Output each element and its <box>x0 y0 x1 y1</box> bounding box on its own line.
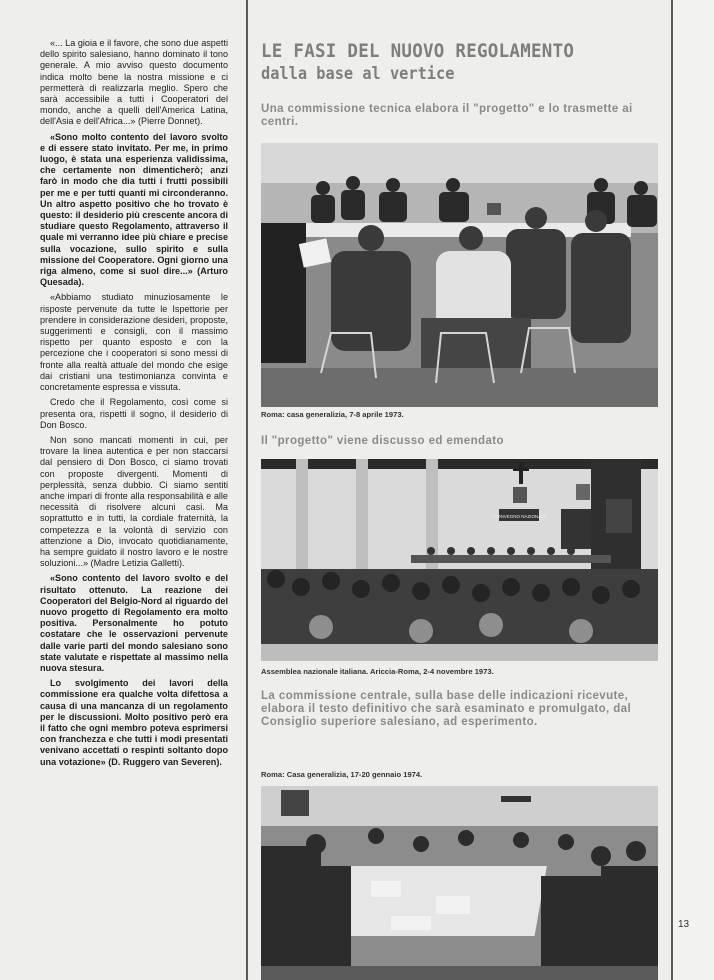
photo-commission-meeting <box>261 143 658 407</box>
testimonial-paragraph: «... La gioia e il favore, che sono due aspetti dello spirito salesiano, hanno dominato il tono generale. A mio avviso questo documento indica molto bene la nostra missione e ci permetterà di realizzarla meglio. Spero che sarà accessibile a tutti i Cooperatori del mondo, anche a quelli dell'America Latina, dell'Asia e dell'Africa...» (Pierre Donnet). <box>40 38 228 127</box>
testimonials-column <box>40 38 228 772</box>
section3-caption: Roma: Casa generalizia, 17-20 gennaio 1974. <box>261 770 423 779</box>
section1-heading: Una commissione tecnica elabora il "progetto" e lo trasmette ai centri. <box>261 103 633 128</box>
testimonial-paragraph: «Abbiamo studiato minuziosamente le risposte pervenute da tutte le Ispettorie per prendere in considerazione desideri, proposte, suggerimenti e consigli, con il massimo rispetto per quanto esposto e con la percezione che i cooperatori si sono messi di fronte alla realtà attuale del mondo che esige dai cristiani una testimonianza convinta e concretamente espressa e vissuta. <box>40 292 228 393</box>
photo-national-assembly <box>261 459 658 661</box>
assembly-banner-text: I CONVEGNO NAZIONALE <box>491 514 547 519</box>
photo-central-commission <box>261 786 658 980</box>
section1-caption: Roma: casa generalizia, 7-8 aprile 1973. <box>261 410 404 419</box>
testimonial-paragraph: Lo svolgimento dei lavori della commissione era qualche volta difettosa a causa di una mancanza di un regolamento per le discussioni. Molto positivo però era il fatto che ogni membro poteva esprimersi con franchezza e che tutti i modi presentati venivano accettati o respinti soltanto dopo una votazione» (D. Ruggero van Severen). <box>40 678 228 767</box>
page-number: 13 <box>678 919 690 930</box>
page-edge <box>672 0 714 980</box>
testimonial-paragraph: Non sono mancati momenti in cui, per trovare la linea autentica e per non staccarsi dal pensiero di Don Bosco, ci siamo trovati con proposte divergenti. Momenti di perplessità, senza dubbio. Ci siamo sentiti anche impari di fronte alla responsabilità e alle necessità di risolvere alcuni casi. Ma soprattutto e in tutti, la cordiale fraternità, la competezza e la volontà di servizio con attenzione a Dio, invocato quotidianamente, ha sempre guidato il nostro lavoro e le nostre soluzioni...» (Madre Letizia Galletti). <box>40 434 228 569</box>
section3-heading: La commissione centrale, sulla base delle indicazioni ricevute, elabora il testo definitivo che sarà esaminato e promulgato, dal Consiglio superiore salesiano, ad esperimento. <box>261 690 632 728</box>
testimonial-paragraph: «Sono contento del lavoro svolto e del risultato ottenuto. La reazione dei Cooperatori del Belgio-Nord al riguardo del nuovo progetto di Regolamento era molto positiva. Personalmente ho potuto costatare che le osservazioni pervenute dalle varie parti del mondo salesiano sono state valutate e rispettate al massimo nella nuova stesura. <box>40 573 228 673</box>
column-divider-right <box>671 0 673 980</box>
page-title: LE FASI DEL NUOVO REGOLAMENTO <box>261 40 575 62</box>
page-subtitle: dalla base al vertice <box>261 64 455 84</box>
section2-heading: Il "progetto" viene discusso ed emendato <box>261 435 504 447</box>
column-divider-left <box>246 0 248 980</box>
testimonial-paragraph: «Sono molto contento del lavoro svolto e di essere stato invitato. Per me, in primo luogo, è stata una esperienza validissima, che certamente non dimenticherò; anzi farò in modo che dia tutti i frutti possibili per me e per tutti quanti mi circonderanno. Un altro aspetto positivo che ho trovato è questo: il desiderio più crescente ancora di studiare questo Regolamento, attraverso il quale mi verranno idee più chiare e precise sulla vocazione, sullo spirito e sulla missione del Cooperatore. Ogni giorno una riga almeno, come si suol dire...» (Arturo Quesada). <box>40 131 228 288</box>
testimonial-paragraph: Credo che il Regolamento, così come si presenta ora, rispetti il sogno, il desiderio di Don Bosco. <box>40 397 228 430</box>
section2-caption: Assemblea nazionale italiana. Ariccia-Roma, 2-4 novembre 1973. <box>261 667 494 676</box>
